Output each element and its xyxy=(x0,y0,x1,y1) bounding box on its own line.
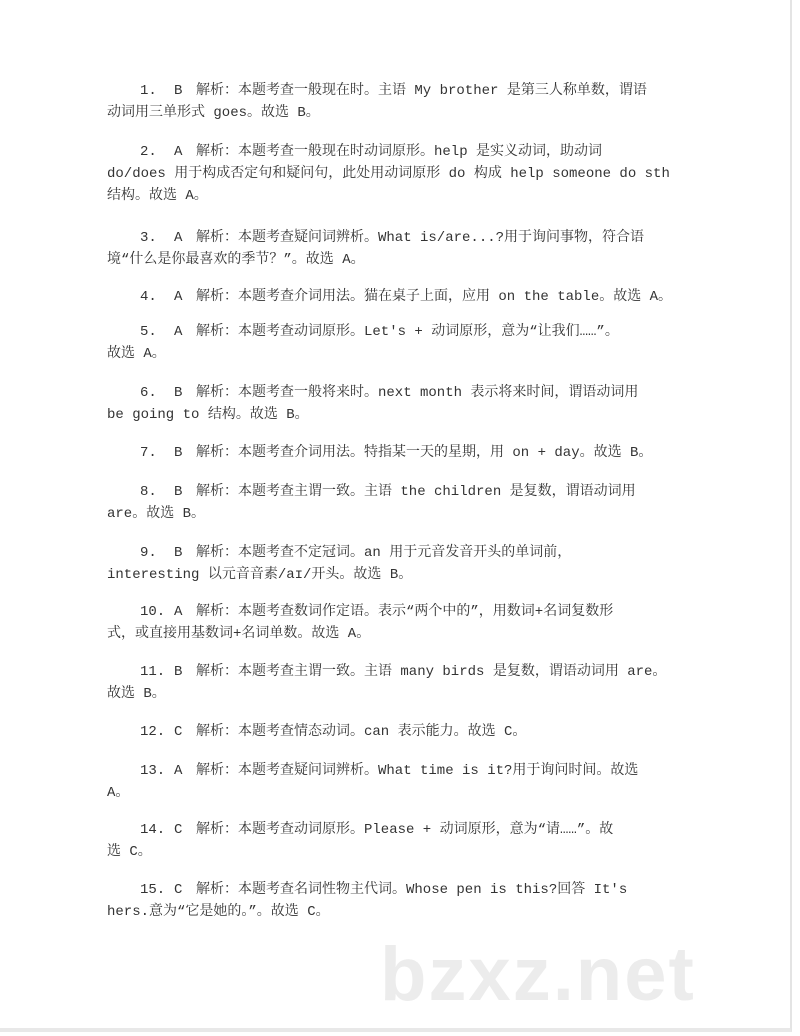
explanation-text: 选 C。 xyxy=(107,844,152,860)
answer-item xyxy=(107,721,707,743)
answer-line xyxy=(107,249,707,271)
explanation-text: 结构。故选 A。 xyxy=(107,188,208,204)
explanation-text: A。 xyxy=(107,785,130,801)
explanation-text: 故选 B。 xyxy=(107,686,166,702)
answer-line xyxy=(107,683,707,705)
answer-item xyxy=(107,819,707,863)
question-number: 9. xyxy=(140,545,157,561)
explanation-text: 解析：本题考查疑问词辨析。What time is it?用于询问时间。故选 xyxy=(196,763,639,779)
answer-line xyxy=(107,321,707,343)
answer-letter: A xyxy=(174,230,183,246)
answer-line xyxy=(107,782,707,804)
answer-line xyxy=(107,163,707,185)
answer-line xyxy=(107,442,707,464)
answer-line xyxy=(107,286,707,308)
explanation-text: 解析：本题考查动词原形。Please + 动词原形，意为“请……”。故 xyxy=(196,822,614,838)
explanation-text: 解析：本题考查不定冠词。an 用于元音发音开头的单词前， xyxy=(196,545,572,561)
question-number: 3. xyxy=(140,230,157,246)
explanation-text: hers.意为“它是她的。”。故选 C。 xyxy=(107,904,330,920)
answer-item xyxy=(107,661,707,705)
answer-letter: C xyxy=(174,724,183,740)
answer-item xyxy=(107,382,707,426)
answer-item xyxy=(107,286,707,308)
answer-item xyxy=(107,601,707,645)
question-number: 4. xyxy=(140,289,157,305)
answer-item xyxy=(107,141,707,207)
answer-letter: C xyxy=(174,882,183,898)
answer-item xyxy=(107,321,707,365)
explanation-text: 动词用三单形式 goes。故选 B。 xyxy=(107,105,320,121)
explanation-text: 解析：本题考查疑问词辨析。What is/are...?用于询问事物，符合语 xyxy=(196,230,645,246)
answer-item xyxy=(107,227,707,271)
answer-item xyxy=(107,879,707,923)
answer-letter: B xyxy=(174,545,183,561)
answer-line xyxy=(107,564,707,586)
answer-letter: C xyxy=(174,822,183,838)
answer-line xyxy=(107,141,707,163)
question-number: 13. xyxy=(140,763,166,779)
answer-line xyxy=(107,879,707,901)
answer-item xyxy=(107,542,707,586)
answer-letter: B xyxy=(174,484,183,500)
explanation-text: do/does 用于构成否定句和疑问句，此处用动词原形 do 构成 help someone do sth xyxy=(107,166,670,182)
answer-line xyxy=(107,623,707,645)
answer-letter: A xyxy=(174,604,183,620)
answer-letter: A xyxy=(174,289,183,305)
answer-line xyxy=(107,841,707,863)
answer-line xyxy=(107,721,707,743)
explanation-text: interesting 以元音音素/aɪ/开头。故选 B。 xyxy=(107,567,413,583)
explanation-text: 解析：本题考查介词用法。特指某一天的星期，用 on + day。故选 B。 xyxy=(196,445,653,461)
explanation-text: 解析：本题考查主谓一致。主语 the children 是复数，谓语动词用 xyxy=(196,484,636,500)
question-number: 10. xyxy=(140,604,166,620)
answer-item xyxy=(107,442,707,464)
question-number: 8. xyxy=(140,484,157,500)
answer-item xyxy=(107,80,707,124)
answer-item xyxy=(107,481,707,525)
explanation-text: 解析：本题考查主谓一致。主语 many birds 是复数，谓语动词用 are。 xyxy=(196,664,667,680)
explanation-text: 解析：本题考查数词作定语。表示“两个中的”，用数词+名词复数形 xyxy=(196,604,614,620)
explanation-text: 解析：本题考查一般现在时。主语 My brother 是第三人称单数，谓语 xyxy=(196,83,647,99)
explanation-text: 解析：本题考查一般将来时。next month 表示将来时间，谓语动词用 xyxy=(196,385,639,401)
answer-line xyxy=(107,503,707,525)
answer-line xyxy=(107,819,707,841)
answer-letter: B xyxy=(174,83,183,99)
question-number: 7. xyxy=(140,445,157,461)
answer-item xyxy=(107,760,707,804)
explanation-text: 解析：本题考查名词性物主代词。Whose pen is this?回答 It's xyxy=(196,882,628,898)
answer-letter: B xyxy=(174,445,183,461)
question-number: 15. xyxy=(140,882,166,898)
answer-letter: A xyxy=(174,324,183,340)
answer-line xyxy=(107,227,707,249)
answer-line xyxy=(107,601,707,623)
answer-letter: B xyxy=(174,664,183,680)
explanation-text: 解析：本题考查一般现在时动词原形。help 是实义动词，助动词 xyxy=(196,144,603,160)
question-number: 14. xyxy=(140,822,166,838)
answer-line xyxy=(107,80,707,102)
explanation-text: 解析：本题考查介词用法。猫在桌子上面，应用 on the table。故选 A。 xyxy=(196,289,673,305)
question-number: 2. xyxy=(140,144,157,160)
watermark: bzxz.net xyxy=(380,932,696,1017)
answer-line xyxy=(107,102,707,124)
explanation-text: are。故选 B。 xyxy=(107,506,206,522)
explanation-text: 式，或直接用基数词+名词单数。故选 A。 xyxy=(107,626,371,642)
answer-line xyxy=(107,404,707,426)
question-number: 11. xyxy=(140,664,166,680)
answer-line xyxy=(107,901,707,923)
question-number: 5. xyxy=(140,324,157,340)
explanation-text: 故选 A。 xyxy=(107,346,166,362)
answer-line xyxy=(107,760,707,782)
answer-line xyxy=(107,542,707,564)
answer-letter: B xyxy=(174,385,183,401)
explanation-text: 境“什么是你最喜欢的季节？”。故选 A。 xyxy=(107,252,365,268)
question-number: 12. xyxy=(140,724,166,740)
answer-line xyxy=(107,382,707,404)
question-number: 1. xyxy=(140,83,157,99)
answer-line xyxy=(107,481,707,503)
answer-letter: A xyxy=(174,763,183,779)
explanation-text: 解析：本题考查动词原形。Let's + 动词原形，意为“让我们……”。 xyxy=(196,324,619,340)
answer-line xyxy=(107,185,707,207)
explanation-text: be going to 结构。故选 B。 xyxy=(107,407,309,423)
answer-line xyxy=(107,343,707,365)
explanation-text: 解析：本题考查情态动词。can 表示能力。故选 C。 xyxy=(196,724,527,740)
answer-letter: A xyxy=(174,144,183,160)
question-number: 6. xyxy=(140,385,157,401)
answer-line xyxy=(107,661,707,683)
